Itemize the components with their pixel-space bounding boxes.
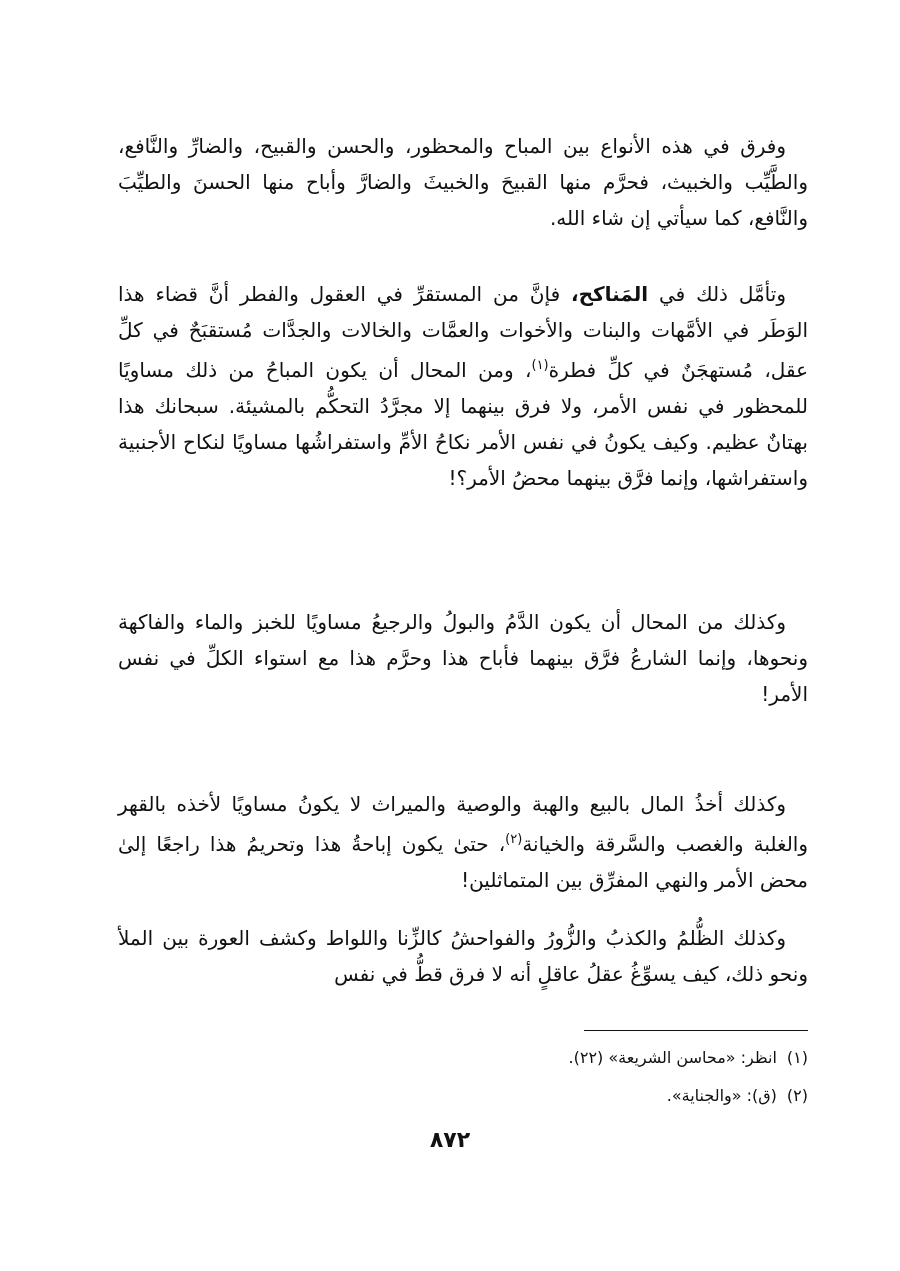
footnote-2 xyxy=(118,1084,808,1108)
paragraph-wealth xyxy=(118,786,808,898)
paragraph-marriages-rest: ، ومن المحال أن يكون المباحُ من ذلك مساويًا للمحظور في نفس الأمر، ولا فرق بينهما إلا مجرَّدُ التحكُّم بالمشيئة. سبحانك هذا بهتانٌ عظيم. وكيف يكونُ في نفس الأمر نكاحُ الأمِّ واستفراشُها مساويًا لنكاح الأجنبية واستفراشها، وإنما فرَّق بينهما محضُ الأمر؟! xyxy=(118,358,808,490)
footnote-divider xyxy=(584,1030,808,1031)
footnote-number: (٢) xyxy=(786,1086,808,1105)
page-number: ٨٧٢ xyxy=(429,1128,471,1153)
paragraph-wealth-rest: ، حتىٰ يكون إباحةُ هذا وتحريمُ هذا راجعًا إلىٰ محض الأمر والنهي المفرِّق بين المتماثلين! xyxy=(118,832,808,892)
footnote-text: انظر: «محاسن الشريعة» (٢٢). xyxy=(568,1048,777,1067)
footnote-number: (١) xyxy=(786,1048,808,1067)
footnote-reference-2[interactable]: (٢) xyxy=(505,832,523,847)
paragraph-marriages-body: فإنَّ من المستقرِّ في العقول والفطر أنَّ قضاء هذا الوَطَر في الأمَّهات والبنات والأخوات والعمَّات والخالات والجدَّات مُستقبَحٌ في كلِّ عقل، مُستهجَنٌ في كلِّ فطرة xyxy=(118,282,808,382)
paragraph-impurities: وكذلك من المحال أن يكون الدَّمُ والبولُ والرجيعُ مساويًا للخبز والماء والفاكهة ونحوها، وإنما الشارعُ فرَّق بينهما فأباح هذا وحرَّم هذا مع استواء الكلِّ في نفس الأمر! xyxy=(118,610,808,706)
paragraph-wealth-body: وكذلك أخذُ المال بالبيع والهبة والوصية والميراث لا يكونُ مساويًا لأخذه بالقهر والغلبة والغصب والسَّرقة والخيانة xyxy=(118,792,808,856)
keyword-marriages: المَناكح، xyxy=(571,282,649,306)
paragraph-injustice: وكذلك الظُّلمُ والكذبُ والزُّورُ والفواحشُ كالزِّنا واللواط وكشف العورة بين الملأ ونحو ذلك، كيف يسوِّغُ عقلُ عاقلٍ أنه لا فرق قطُّ في نفس xyxy=(118,926,808,986)
footnote-1 xyxy=(118,1046,808,1070)
paragraph-marriages xyxy=(118,276,808,496)
footnote-text: (ق): «والجناية». xyxy=(666,1086,777,1105)
paragraph-forbidden-permitted: وفرق في هذه الأنواع بين المباح والمحظور، والحسن والقبيح، والضارِّ والنَّافع، والطَّيِّب والخبيث، فحرَّم منها القبيحَ والخبيثَ والضارَّ وأباح منها الحسنَ والطيِّبَ والنَّافع، كما سيأتي إن شاء الله. xyxy=(118,134,808,230)
paragraph-marriages-intro: وتأمَّل ذلك في xyxy=(658,282,786,306)
footnote-reference-1[interactable]: (١) xyxy=(531,358,549,373)
